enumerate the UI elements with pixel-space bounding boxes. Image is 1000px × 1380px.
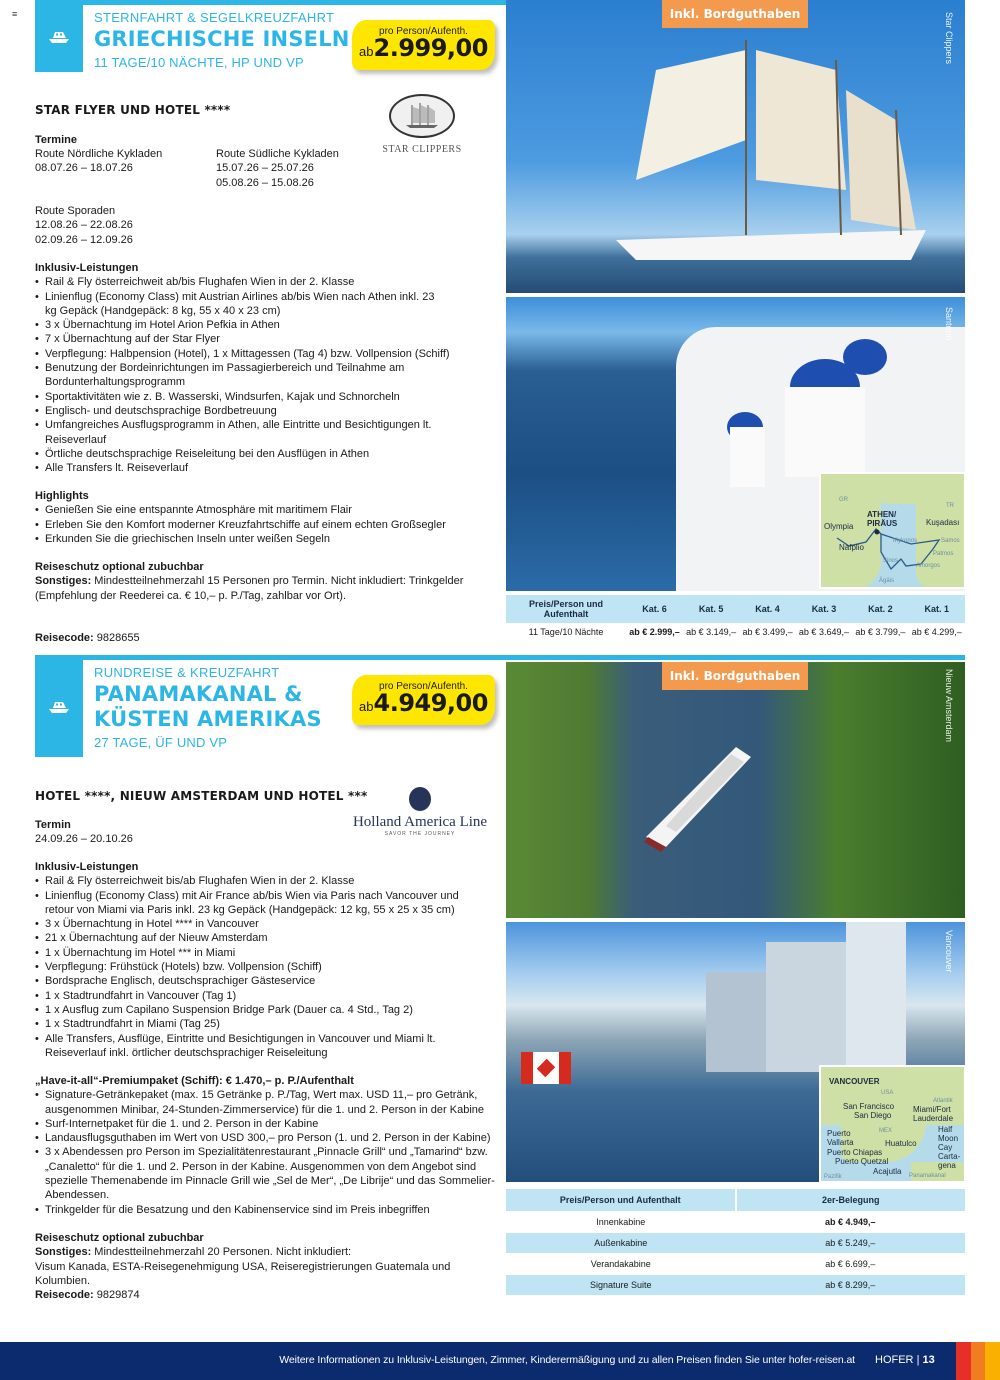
- holland-america-logo: [345, 787, 495, 837]
- sonstiges-label: Sonstiges:: [35, 1246, 92, 1259]
- table-cell: 11 Tage/10 Nächte: [528, 627, 604, 637]
- termin-heading: Termin: [35, 819, 71, 831]
- tower: [766, 942, 846, 1072]
- photo-credit: Santorin: [944, 307, 954, 341]
- route-date: 05.08.26 – 15.08.26: [216, 176, 314, 189]
- map-label: Mykonos: [893, 538, 918, 544]
- map-label: Cay: [938, 1143, 953, 1152]
- table-cell: ab € 3.799,–: [855, 627, 906, 637]
- offer-title-line2: KÜSTEN AMERIKAS: [94, 707, 322, 731]
- inklusiv-section: [35, 261, 475, 475]
- footer-brand: [875, 1354, 935, 1366]
- cruise-ship-icon: [636, 742, 756, 852]
- map-label: Olympia: [824, 522, 854, 531]
- color-stripes: [956, 1342, 1000, 1380]
- map-label: San Francisco: [843, 1102, 895, 1111]
- list-item: • 1 x Stadtrundfahrt in Vancouver (Tag 1): [35, 989, 485, 1003]
- sailing-ship-icon: [389, 94, 455, 138]
- list-item: • 1 x Stadtrundfahrt in Miami (Tag 25): [35, 1017, 485, 1031]
- inklusiv-heading: Inklusiv-Leistungen: [35, 262, 139, 274]
- list-item: • Alle Transfers, Ausflüge, Eintritte und Besichtigungen in Vancouver und Miami lt. Reiseverlauf inkl. örtlicher deutschsprachiger Reiseleitung: [35, 1032, 485, 1061]
- accent-line: [35, 655, 965, 660]
- sonstiges-body: Mindestteilnehmerzahl 20 Personen. Nicht inkludiert:: [94, 1246, 352, 1259]
- map-label: MEX: [879, 1128, 893, 1134]
- logo-tagline: SAVOR THE JOURNEY: [384, 831, 456, 837]
- offer-kicker: RUNDREISE & KREUZFAHRT: [94, 665, 280, 680]
- map-label: Vallarta: [827, 1138, 854, 1147]
- list-item: • 3 x Übernachtung im Hotel Arion Pefkia in Athen: [35, 318, 475, 332]
- reisecode: [35, 1288, 140, 1302]
- list-item: • Rail & Fly österreichweit ab/bis Flughafen Wien in der 2. Klasse: [35, 275, 475, 289]
- footer-info: Weitere Informationen zu Inklusiv-Leistungen, Zimmer, Kinderermäßigung und zu allen Preisen finden Sie unter hofer-reisen.at: [279, 1354, 855, 1366]
- price-table: [506, 595, 965, 641]
- map-label: Puerto: [827, 1129, 851, 1138]
- offer-title-line1: PANAMAKANAL &: [94, 682, 303, 706]
- reiseschutz-heading: Reiseschutz optional zubuchbar: [35, 561, 204, 573]
- list-item: • Erkunden Sie die griechischen Inseln unter weißen Segeln: [35, 532, 505, 546]
- table-cell: ab € 2.999,–: [629, 627, 680, 637]
- route-date: 02.09.26 – 12.09.26: [35, 233, 133, 246]
- table-header-row: [506, 595, 965, 623]
- route-sued: [216, 147, 339, 190]
- ship-name: HOTEL ****, NIEUW AMSTERDAM UND HOTEL ***: [35, 789, 368, 803]
- map-label: Half: [938, 1125, 953, 1134]
- route-sporaden: [35, 204, 133, 247]
- table-row: [506, 1274, 965, 1295]
- price-prefix: ab: [359, 44, 374, 59]
- table-cell: ab € 3.649,–: [798, 627, 849, 637]
- list-item: • Trinkgelder für die Besatzung und den Kabinenservice sind im Preis inbegriffen: [35, 1203, 495, 1217]
- sailing-ship-photo-icon: [596, 30, 926, 260]
- photo-sailing-ship: [506, 0, 965, 293]
- map-label: Acajutla: [873, 1167, 902, 1176]
- table-cell: ab € 4.949,–: [736, 1211, 966, 1232]
- list-item: • Benutzung der Bordeinrichtungen im Passagierbereich und Teilnahme am Bordunterhaltungsprogramm: [35, 361, 475, 390]
- map-label: Ägäis: [879, 578, 895, 584]
- sonstiges-text: [35, 1245, 505, 1259]
- offer-griechische-inseln: [0, 0, 1000, 650]
- list-item: • Örtliche deutschsprachige Reiseleitung bei den Ausflügen in Athen: [35, 447, 475, 461]
- table-cell: Signature Suite: [506, 1274, 736, 1295]
- category-icon-block: [35, 655, 83, 757]
- list-item: • 1 x Übernachtung im Hotel *** in Miami: [35, 946, 485, 960]
- table-cell: ab € 6.699,–: [736, 1253, 966, 1274]
- map-label: Amorgos: [916, 563, 941, 569]
- list-item: • Verpflegung: Halbpension (Hotel), 1 x Mittagessen (Tag 4) bzw. Vollpension (Schiff): [35, 347, 475, 361]
- map-label: Sinos: [883, 558, 899, 564]
- category-icon-block: [35, 0, 83, 72]
- termin-section: [35, 818, 133, 847]
- table-header: Kat. 2: [852, 595, 908, 623]
- list-item: • Englisch- und deutschsprachige Bordbetreuung: [35, 404, 475, 418]
- route-name: Route Südliche Kykladen: [216, 148, 339, 160]
- price-tag: [352, 20, 495, 70]
- highlights-heading: Highlights: [35, 490, 89, 502]
- list-item: • Landausflugsguthaben im Wert von USD 300,– pro Person (1. und 2. Person in der Kabine): [35, 1131, 495, 1145]
- brand-name: HOFER: [875, 1354, 914, 1366]
- sonstiges-text-2: Visum Kanada, ESTA-Reisegenehmigung USA, Reiseregistrierungen Guatemala und Kolumbien.: [35, 1260, 451, 1287]
- table-header: Kat. 6: [626, 595, 683, 623]
- inklusiv-list: [35, 874, 485, 1060]
- bordguthaben-badge: Inkl. Bordguthaben: [662, 0, 808, 28]
- offer-title: GRIECHISCHE INSELN: [94, 27, 350, 51]
- price-tag-label: pro Person/Aufenth.: [379, 681, 468, 692]
- termine-heading: Termine: [35, 134, 77, 146]
- tower: [706, 972, 766, 1072]
- route-map-greece: [819, 472, 966, 589]
- map-label: Panamakanal: [909, 1173, 946, 1179]
- table-cell: ab € 8.299,–: [736, 1274, 966, 1295]
- map-label: ATHEN/: [867, 510, 897, 519]
- table-cell: Verandakabine: [506, 1253, 736, 1274]
- ship-name: STAR FLYER UND HOTEL ****: [35, 103, 231, 117]
- map-label: USA: [881, 1090, 894, 1096]
- list-item: • Genießen Sie eine entspannte Atmosphäre mit maritimem Flair: [35, 503, 505, 517]
- map-label: Pazifik: [824, 1174, 842, 1180]
- sonstiges-body: Mindestteilnehmerzahl 15 Personen pro Termin. Nicht inkludiert: Trinkgelder (Empfehlung der Reederei ca. € 10,– p. P./Tag, zahlbar vor Ort).: [35, 575, 464, 602]
- map-label: TR: [946, 503, 954, 509]
- table-cell: ab € 3.149,–: [686, 627, 737, 637]
- logo-label: STAR CLIPPERS: [382, 144, 462, 155]
- list-item: • Verpflegung: Frühstück (Hotels) bzw. Vollpension (Schiff): [35, 960, 485, 974]
- table-row: [506, 623, 965, 641]
- reisecode-value: 9829874: [96, 1289, 140, 1301]
- table-cell: ab € 4.299,–: [911, 627, 962, 637]
- sonstiges-section: [35, 560, 490, 603]
- reisecode-label: Reisecode:: [35, 1289, 94, 1301]
- stripe-red: [956, 1342, 971, 1380]
- list-item: • Erleben Sie den Komfort moderner Kreuzfahrtschiffe auf einem echten Großsegler: [35, 518, 505, 532]
- inklusiv-heading: Inklusiv-Leistungen: [35, 861, 139, 873]
- list-item: • Alle Transfers lt. Reiseverlauf: [35, 461, 475, 475]
- bordguthaben-badge: Inkl. Bordguthaben: [662, 662, 808, 690]
- map-label: Miami/Fort: [913, 1105, 951, 1114]
- ship-icon: [47, 698, 71, 714]
- inklusiv-list: [35, 275, 475, 475]
- table-header: Kat. 5: [683, 595, 739, 623]
- premium-list: [35, 1088, 495, 1217]
- sonstiges-section: [35, 1231, 505, 1288]
- list-item: • Sportaktivitäten wie z. B. Wasserski, Windsurfen, Kajak und Schnorcheln: [35, 390, 475, 404]
- price-tag-label: pro Person/Aufenth.: [379, 26, 468, 37]
- map-label: Nafplio: [839, 543, 864, 552]
- list-item: • Linienflug (Economy Class) mit Austrian Airlines ab/bis Wien nach Athen inkl. 23 kg Gepäck (Handgepäck: 8 kg, 55 x 40 x 23 cm): [35, 290, 475, 319]
- route-name: Route Sporaden: [35, 205, 116, 217]
- logo-label: Holland America Line: [352, 814, 488, 830]
- blue-domes-icon: [675, 327, 895, 487]
- ship-emblem-icon: [409, 787, 431, 811]
- map-label: VANCOUVER: [829, 1077, 880, 1086]
- table-header: Kat. 1: [909, 595, 965, 623]
- page-number: 13: [922, 1354, 935, 1366]
- route-map-america: [819, 1065, 966, 1183]
- list-item: • 7 x Übernachtung auf der Star Flyer: [35, 332, 475, 346]
- list-item: • Linienflug (Economy Class) mit Air France ab/bis Wien via Paris nach Vancouver und retour von Miami via Paris inkl. 23 kg Gepäck (Handgepäck: 12 kg, 55 x 25 x 35 cm): [35, 889, 485, 918]
- highlights-section: [35, 489, 505, 546]
- table-header: Kat. 3: [796, 595, 852, 623]
- map-label: Lauderdale: [913, 1114, 954, 1123]
- price-tag-value: [352, 34, 495, 63]
- reiseschutz-heading: Reiseschutz optional zubuchbar: [35, 1232, 204, 1244]
- termine-section: [35, 133, 505, 246]
- map-label: Kuşadası: [926, 518, 960, 527]
- offer-header: [94, 10, 350, 70]
- offer-kicker: STERNFAHRT & SEGELKREUZFAHRT: [94, 10, 335, 25]
- price-table: [506, 1189, 965, 1295]
- list-item: • Signature-Getränkepaket (max. 15 Getränke p. P./Tag, Wert max. USD 11,– pro Getränk, ausgenommen Minibar, 24-Stunden-Zimmerservice) für die 1. und 2. Person in der Kabine: [35, 1088, 495, 1117]
- termin-date: 24.09.26 – 20.10.26: [35, 833, 133, 846]
- table-row: [506, 1232, 965, 1253]
- offer-header: [94, 665, 322, 750]
- map-label: Puerto Quetzal: [835, 1157, 889, 1166]
- list-item: • Umfangreiches Ausflugsprogramm in Athen, alle Eintritte und Besichtigungen lt. Reiseverlauf: [35, 418, 475, 447]
- table-header: 2er-Belegung: [736, 1189, 966, 1211]
- price-tag-value: [352, 689, 495, 718]
- price-tag: [352, 675, 495, 725]
- separator: |: [916, 1354, 920, 1366]
- list-item: • 1 x Ausflug zum Capilano Suspension Bridge Park (Dauer ca. 4 Std., Tag 2): [35, 1003, 485, 1017]
- route-date: 12.08.26 – 22.08.26: [35, 219, 133, 232]
- price-amount: 2.999,00: [373, 34, 488, 62]
- table-header: Preis/Person und Aufenthalt: [506, 1189, 736, 1211]
- list-item: • 21 x Übernachtung auf der Nieuw Amsterdam: [35, 931, 485, 945]
- photo-panama-canal: [506, 662, 965, 918]
- reisecode-value: 9828655: [96, 632, 140, 644]
- table-header: Kat. 4: [739, 595, 795, 623]
- route-date: 08.07.26 – 18.07.26: [35, 162, 133, 175]
- premium-heading: „Have-it-all“-Premiumpaket (Schiff): € 1.470,– p. P./Aufenthalt: [35, 1075, 354, 1087]
- stripe-yellow: [985, 1342, 1000, 1380]
- price-prefix: ab: [359, 699, 374, 714]
- map-label: Atlantik: [933, 1098, 953, 1104]
- table-cell: ab € 3.499,–: [742, 627, 793, 637]
- price-amount: 4.949,00: [373, 689, 488, 717]
- map-label: Puerto Chiapas: [827, 1148, 883, 1157]
- premium-section: [35, 1074, 495, 1217]
- map-label: Patmos: [933, 551, 954, 557]
- map-label: Huatulco: [885, 1139, 917, 1148]
- inklusiv-section: [35, 860, 485, 1060]
- map-label: Samos: [941, 538, 960, 544]
- table-row: [506, 1211, 965, 1232]
- map-label: gena: [938, 1161, 956, 1170]
- canada-flag-icon: [521, 1052, 571, 1084]
- table-cell: Außenkabine: [506, 1232, 736, 1253]
- route-nord: [35, 147, 162, 176]
- photo-credit: Star Clippers: [944, 12, 954, 65]
- list-item: • Surf-Internetpaket für die 1. und 2. Person in der Kabine: [35, 1117, 495, 1131]
- table-cell: Innenkabine: [506, 1211, 736, 1232]
- ship-icon: [47, 28, 71, 44]
- route-name: Route Nördliche Kykladen: [35, 148, 163, 160]
- route-date: 15.07.26 – 25.07.26: [216, 162, 314, 175]
- list-item: • Rail & Fly österreichweit bis/ab Flughafen Wien in der 2. Klasse: [35, 874, 485, 888]
- table-header: Preis/Person und Aufenthalt: [506, 595, 626, 623]
- tower: [846, 922, 906, 1072]
- page-footer: [0, 1342, 1000, 1380]
- map-label: Moon: [938, 1134, 959, 1143]
- offer-subtitle: 11 TAGE/10 NÄCHTE, HP UND VP: [94, 55, 304, 70]
- table-header-row: [506, 1189, 965, 1211]
- map-label: PIRÄUS: [867, 519, 898, 528]
- list-item: • 3 x Abendessen pro Person im Spezialitätenrestaurant „Pinnacle Grill“ und „Tamarind“ bzw. „Canaletto“ für die 1. und 2. Person in der Kabine. Ausgenommen von dem Angebot sind spezielle Themenabende im Pinnacle Grill wie „Sel de Mer“, „De Librije“ und das Sommelier-Abendessen.: [35, 1145, 495, 1202]
- sonstiges-label: Sonstiges:: [35, 575, 92, 588]
- map-label: GR: [839, 497, 848, 503]
- list-item: • 3 x Übernachtung in Hotel **** in Vancouver: [35, 917, 485, 931]
- photo-credit: Vancouver: [944, 930, 954, 973]
- menu-icon[interactable]: ≡: [12, 9, 18, 19]
- reisecode-label: Reisecode:: [35, 632, 94, 644]
- offer-subtitle: 27 TAGE, ÜF UND VP: [94, 735, 228, 750]
- highlights-list: [35, 503, 505, 546]
- route-line-icon: [821, 474, 966, 589]
- sonstiges-text: [35, 574, 490, 603]
- map-label: Carta-: [938, 1152, 961, 1161]
- table-row: [506, 1253, 965, 1274]
- table-cell: ab € 5.249,–: [736, 1232, 966, 1253]
- stripe-orange: [971, 1342, 986, 1380]
- list-item: • Bordsprache Englisch, deutschsprachiger Gästeservice: [35, 974, 485, 988]
- map-label: San Diego: [854, 1111, 892, 1120]
- reisecode: [35, 631, 140, 645]
- photo-credit: Nieuw Amsterdam: [944, 669, 954, 743]
- offer-panamakanal: [0, 655, 1000, 1340]
